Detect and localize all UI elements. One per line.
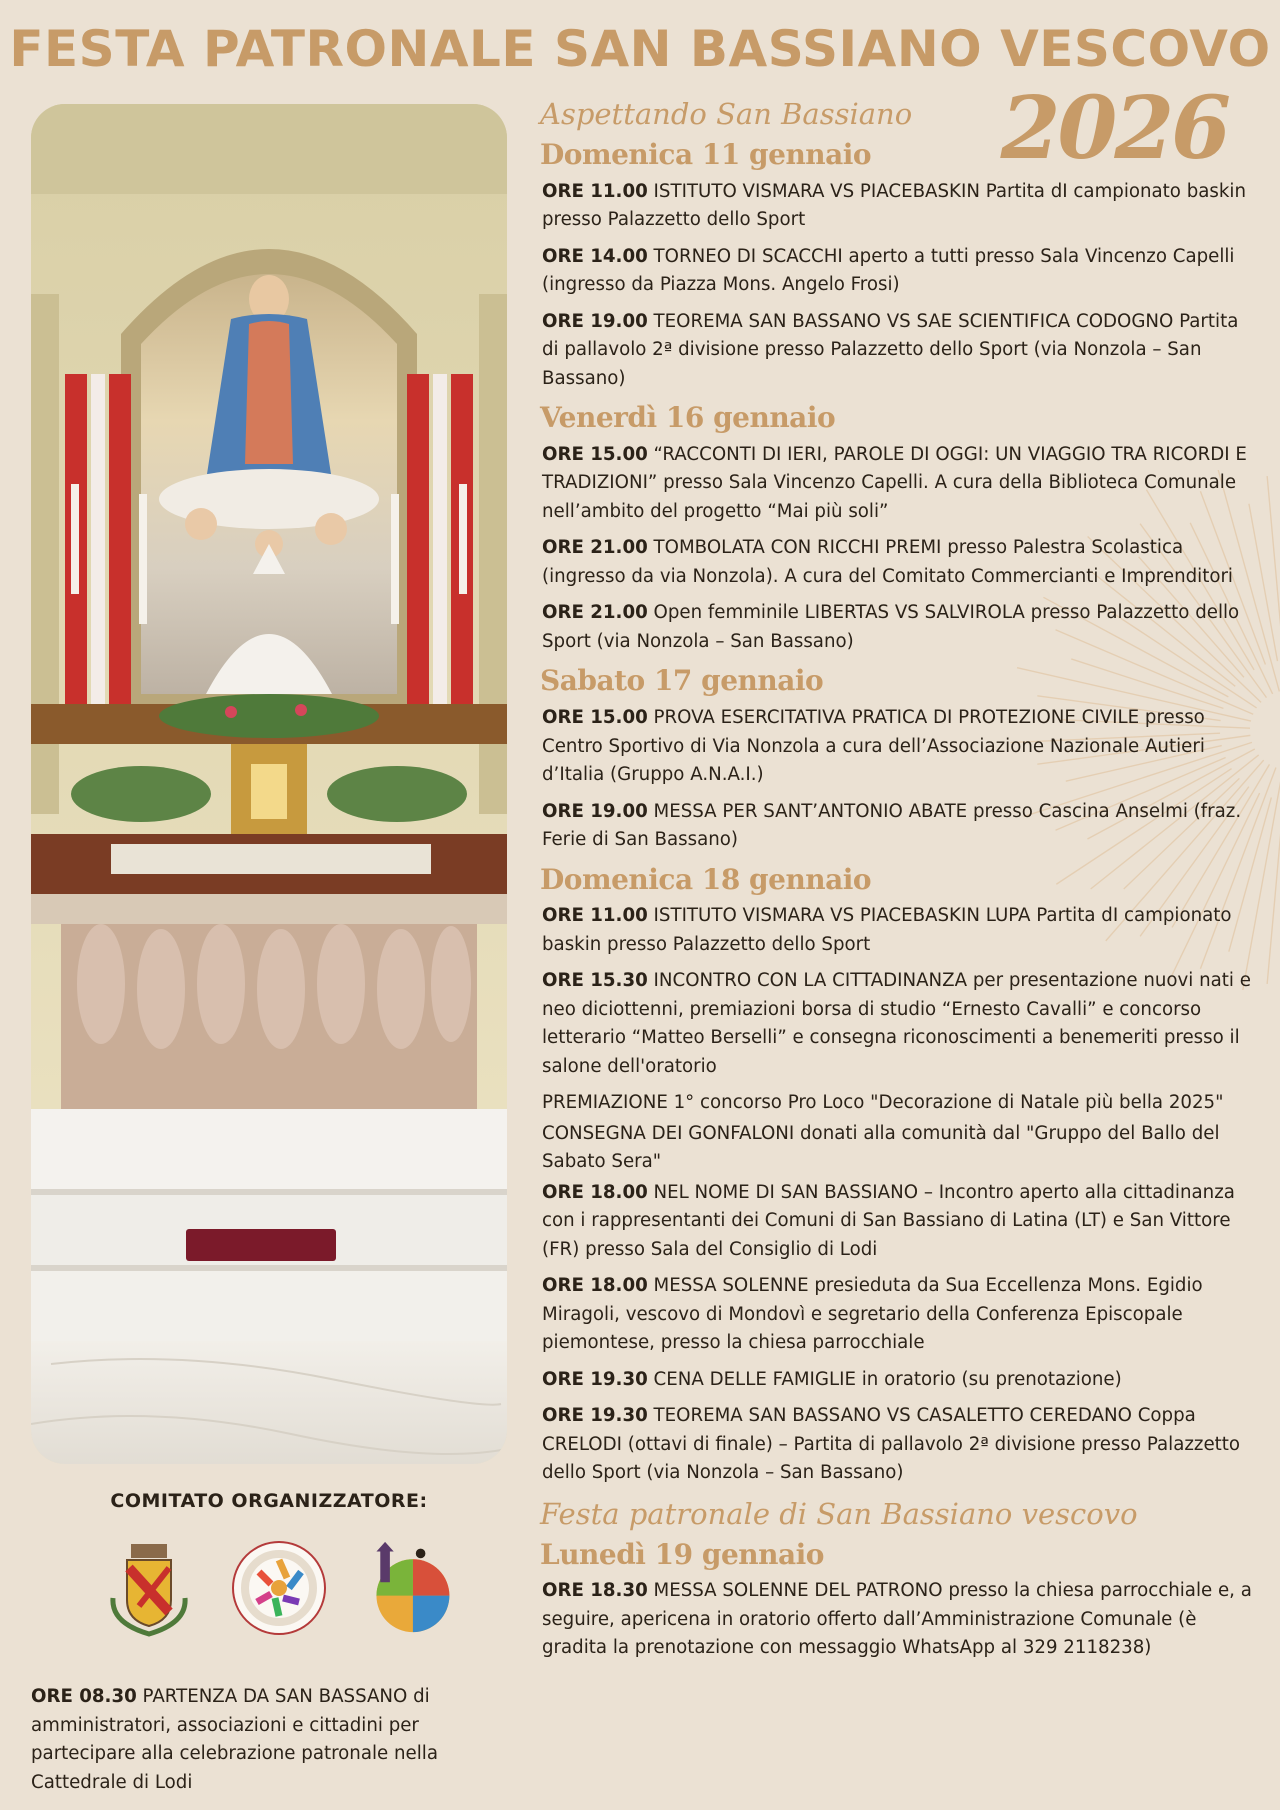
event-item: [542, 1120, 1260, 1177]
event-item: [542, 1577, 1260, 1663]
poster-title: FESTA PATRONALE SAN BASSIANO VESCOVO: [9, 20, 1271, 78]
event-text: MESSA SOLENNE DEL PATRONO presso la chiesa parrocchiale e, a seguire, apericena in oratorio offerto dall’Amministrazione Comunale (è gradita la prenotazione con messaggio WhatsApp al 329 2118238): [542, 1580, 1252, 1659]
event-time: ORE 18.00: [542, 1181, 648, 1203]
event-item: [542, 1402, 1260, 1488]
day-block-2: [540, 664, 1260, 854]
event-text: PROVA ESERCITATIVA PRATICA DI PROTEZIONE CIVILE presso Centro Sportivo di Via Nonzola a cura dell’Associazione Nazionale Autieri d’Italia (Gruppo A.N.A.I.): [542, 707, 1205, 786]
event-text: CONSEGNA DEI GONFALONI donati alla comunità dal "Gruppo del Ballo del Sabato Sera": [542, 1122, 1220, 1173]
event-item: [542, 534, 1260, 591]
altar-photo: [31, 104, 507, 1464]
festa-section-label: Festa patronale di San Bassiano vescovo: [540, 1496, 1138, 1531]
event-text: MESSA PER SANT’ANTONIO ABATE presso Cascina Anselmi (fraz. Ferie di San Bassano): [542, 800, 1242, 851]
event-text: INCONTRO CON LA CITTADINANZA per presentazione nuovi nati e neo diciottenni, premiazioni borsa di studio “Ernesto Cavalli” e concorso letterario “Matteo Berselli” e consegna riconoscimenti a benemeriti presso il salone dell'oratorio: [542, 970, 1251, 1077]
event-time: ORE 19.30: [542, 1368, 648, 1390]
event-item: [542, 441, 1260, 527]
event-time: ORE 19.00: [542, 310, 648, 332]
departure-text: PARTENZA DA SAN BASSANO di amministratori, associazioni e cittadini per partecipare alla celebrazione patronale nella Cattedrale di Lodi: [31, 1686, 438, 1793]
day-block-4: [540, 1538, 1260, 1663]
event-text: TEOREMA SAN BASSANO VS CASALETTO CEREDANO Coppa CRELODI (ottavi di finale) – Partita di pallavolo 2ª divisione presso Palazzetto dello Sport (via Nonzola – San Bassano): [542, 1405, 1241, 1484]
event-item: [542, 1366, 1260, 1395]
day-block-3: [540, 863, 1260, 1488]
event-text: CENA DELLE FAMIGLIE in oratorio (su prenotazione): [647, 1368, 1122, 1390]
event-text: ISTITUTO VISMARA VS PIACEBASKIN Partita dI campionato baskin presso Palazzetto dello Sport: [542, 180, 1246, 231]
event-item: [542, 798, 1260, 855]
altar-illustration: [31, 104, 507, 1464]
event-time: ORE 19.00: [542, 800, 648, 822]
event-item: [542, 599, 1260, 656]
event-text: MESSA SOLENNE presieduta da Sua Eccellenza Mons. Egidio Miragoli, vescovo di Mondovì e segretario della Conferenza Episcopale piemontese, presso la chiesa parrocchiale: [542, 1275, 1203, 1354]
event-item: [542, 704, 1260, 790]
event-text: ISTITUTO VISMARA VS PIACEBASKIN LUPA Partita dI campionato baskin presso Palazzetto dello Sport: [542, 905, 1232, 955]
departure-note: [31, 1683, 501, 1797]
unita-pastorale-logo-icon: [229, 1538, 329, 1638]
event-item: [542, 178, 1260, 235]
day-block-1: [540, 401, 1260, 656]
event-item: [542, 308, 1260, 394]
sun-ray: [1267, 476, 1280, 690]
event-time: ORE 15.00: [542, 443, 648, 465]
day-heading: Domenica 11 gennaio: [540, 138, 872, 172]
committee-logos: [31, 1538, 507, 1638]
event-text: NEL NOME DI SAN BASSIANO – Incontro aperto alla cittadinanza con i rappresentanti dei Comuni di San Bassiano di Latina (LT) e San Vittore (FR) presso Sala del Consiglio di Lodi: [542, 1181, 1235, 1260]
day-heading: Sabato 17 gennaio: [540, 664, 824, 698]
event-time: ORE 21.00: [542, 602, 648, 624]
day-block-0: [540, 138, 1260, 393]
municipal-coat-of-arms-icon: [103, 1538, 195, 1638]
program-column: [540, 96, 1260, 1671]
event-text: TOMBOLATA CON RICCHI PREMI presso Palestra Scolastica (ingresso da via Nonzola). A cura del Comitato Commercianti e Imprenditori: [542, 537, 1233, 587]
day-heading: Domenica 18 gennaio: [540, 862, 872, 896]
year-label: 2026: [1000, 78, 1228, 179]
event-time: ORE 19.30: [542, 1405, 648, 1427]
event-item: [542, 1272, 1260, 1358]
event-text: “RACCONTI DI IERI, PAROLE DI OGGI: UN VIAGGIO TRA RICORDI E TRADIZIONI” presso Sala Vincenzo Capelli. A cura della Biblioteca Comunale nell’ambito del progetto “Mai più soli”: [542, 443, 1247, 522]
event-item: [542, 243, 1260, 300]
day-heading: Venerdì 16 gennaio: [540, 401, 836, 435]
event-time: ORE 15.00: [542, 707, 648, 729]
event-item: [542, 967, 1260, 1081]
event-time: ORE 18.30: [542, 1580, 648, 1602]
departure-time: ORE 08.30: [31, 1686, 137, 1708]
event-time: ORE 18.00: [542, 1275, 648, 1297]
committee-title: COMITATO ORGANIZZATORE:: [110, 1490, 428, 1512]
pro-loco-logo-icon: [363, 1538, 459, 1638]
event-time: ORE 11.00: [542, 905, 648, 927]
committee-section: [31, 1484, 507, 1638]
day-heading: Lunedì 19 gennaio: [540, 1537, 824, 1571]
event-item: [542, 1089, 1260, 1118]
event-item: [542, 902, 1260, 959]
event-time: ORE 14.00: [542, 245, 648, 267]
event-time: ORE 21.00: [542, 537, 648, 559]
waiting-section-label: Aspettando San Bassiano: [540, 97, 913, 131]
event-item: [542, 1179, 1260, 1265]
event-text: TORNEO DI SCACCHI aperto a tutti presso Sala Vincenzo Capelli (ingresso da Piazza Mons. Angelo Frosi): [542, 245, 1235, 296]
event-time: ORE 11.00: [542, 180, 648, 202]
event-text: Open femminile LIBERTAS VS SALVIROLA presso Palazzetto dello Sport (via Nonzola – San Bassano): [542, 602, 1240, 652]
sun-ray: [1267, 800, 1280, 984]
event-time: ORE 15.30: [542, 970, 648, 992]
event-text: PREMIAZIONE 1° concorso Pro Loco "Decorazione di Natale più bella 2025": [542, 1092, 1224, 1114]
event-text: TEOREMA SAN BASSANO VS SAE SCIENTIFICA CODOGNO Partita di pallavolo 2ª divisione presso Palazzetto dello Sport (via Nonzola – San Bassano): [542, 310, 1239, 389]
